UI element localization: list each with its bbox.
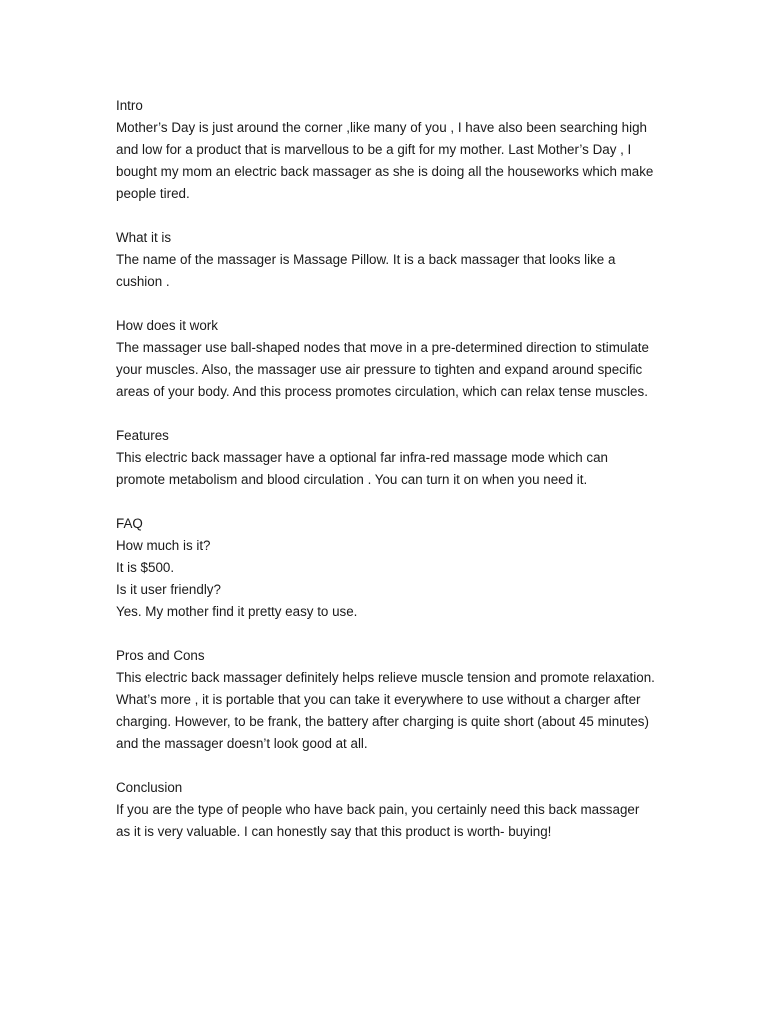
section-faq [116, 513, 656, 623]
section-heading: FAQ [116, 516, 143, 531]
faq-answer: Yes. My mother find it pretty easy to use. [116, 604, 358, 619]
document-page [116, 95, 656, 843]
section-paragraph: Mother’s Day is just around the corner ,like many of you , I have also been searching high and low for a product that is marvellous to be a gift for my mother. Last Mother’s Day , I bought my mom an electric back massager as she is doing all the houseworks which make people tired. [116, 120, 654, 201]
section-paragraph: This electric back massager have a optional far infra-red massage mode which can promote metabolism and blood circulation . You can turn it on when you need it. [116, 450, 608, 487]
section-conclusion [116, 777, 656, 843]
section-heading: How does it work [116, 318, 218, 333]
section-features [116, 425, 656, 491]
section-heading: Pros and Cons [116, 648, 205, 663]
faq-answer: It is $500. [116, 560, 175, 575]
section-pros-and-cons [116, 645, 656, 755]
section-heading: Intro [116, 98, 143, 113]
section-intro [116, 95, 656, 205]
section-heading: Features [116, 428, 169, 443]
section-heading: Conclusion [116, 780, 183, 795]
section-paragraph: This electric back massager definitely helps relieve muscle tension and promote relaxation. What’s more , it is portable that you can take it everywhere to use without a charger after charging. However, to be frank, the battery after charging is quite short (about 45 minutes) and the massager doesn’t look good at all. [116, 670, 655, 751]
faq-question: Is it user friendly? [116, 582, 221, 597]
section-what-it-is [116, 227, 656, 293]
section-paragraph: The name of the massager is Massage Pillow. It is a back massager that looks like a cushion . [116, 252, 616, 289]
faq-question: How much is it? [116, 538, 211, 553]
section-paragraph: The massager use ball-shaped nodes that move in a pre-determined direction to stimulate your muscles. Also, the massager use air pressure to tighten and expand around specific areas of your body. And this process promotes circulation, which can relax tense muscles. [116, 340, 649, 399]
section-how-does-it-work [116, 315, 656, 403]
section-paragraph: If you are the type of people who have back pain, you certainly need this back massager as it is very valuable. I can honestly say that this product is worth- buying! [116, 802, 640, 839]
section-heading: What it is [116, 230, 172, 245]
